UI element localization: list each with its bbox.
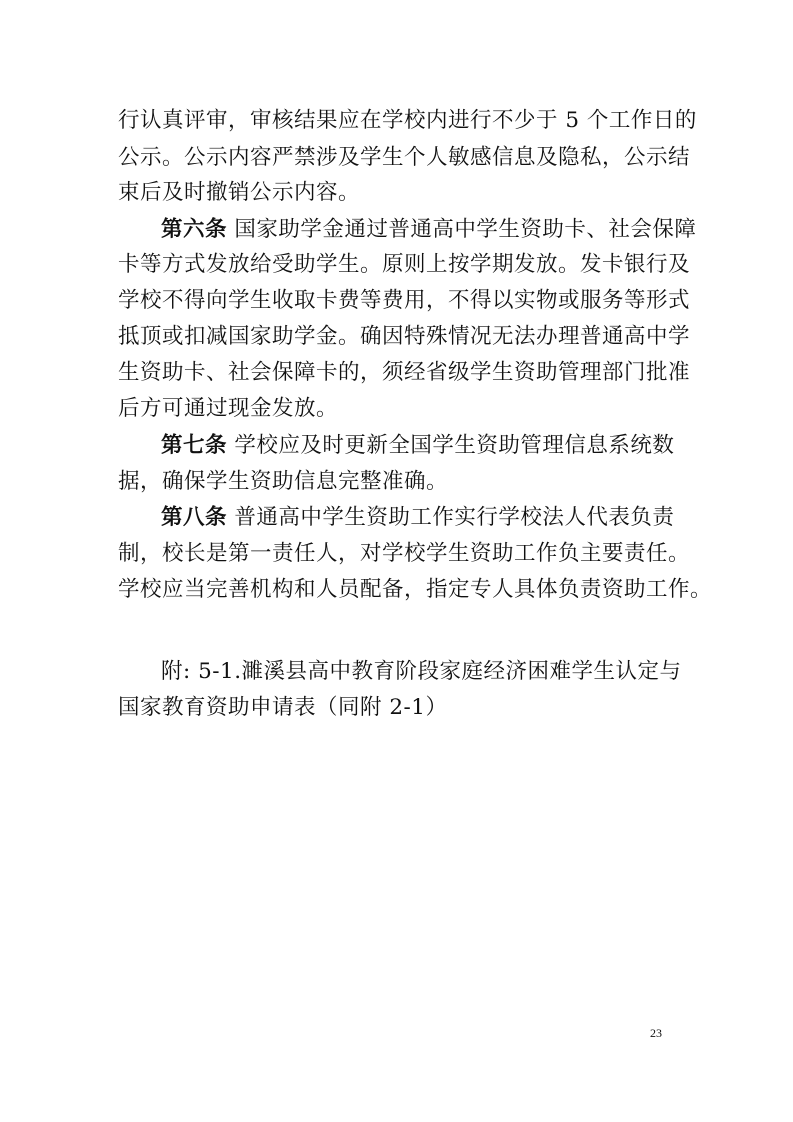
attachment-line: 附: 5-1.濉溪县高中教育阶段家庭经济困难学生认定与	[161, 659, 682, 684]
article-6-first-line	[161, 215, 721, 245]
paragraph-line: 学校不得向学生收取卡费等费用，不得以实物或服务等形式	[118, 288, 691, 313]
paragraph-line: 卡等方式发放给受助学生。原则上按学期发放。发卡银行及	[118, 252, 691, 277]
page-number: 23	[650, 1026, 662, 1040]
paragraph-line: 制，校长是第一责任人，对学校学生资助工作负主要责任。	[118, 541, 691, 566]
article-8-text: 普通高中学生资助工作实行学校法人代表负责	[234, 505, 675, 530]
paragraph-line: 后方可通过现金发放。	[118, 396, 339, 421]
paragraph-line: 学校应当完善机构和人员配备，指定专人具体负责资助工作。	[118, 577, 713, 602]
paragraph-line: 据，确保学生资助信息完整准确。	[118, 469, 449, 494]
article-7-text: 学校应及时更新全国学生资助管理信息系统数	[234, 433, 675, 458]
attachment-line: 国家教育资助申请表（同附 2-1）	[118, 695, 448, 720]
article-8-first-line	[161, 503, 721, 533]
paragraph-line: 束后及时撤销公示内容。	[118, 180, 361, 205]
article-6-heading: 第六条	[161, 217, 228, 242]
article-7-first-line	[161, 431, 721, 461]
article-8-heading: 第八条	[161, 505, 228, 530]
paragraph-line: 抵顶或扣减国家助学金。确因特殊情况无法办理普通高中学	[118, 324, 691, 349]
article-6-text: 国家助学金通过普通高中学生资助卡、社会保障	[234, 217, 697, 242]
paragraph-line: 公示。公示内容严禁涉及学生个人敏感信息及隐私，公示结	[118, 145, 691, 170]
article-7-heading: 第七条	[161, 433, 228, 458]
paragraph-line: 生资助卡、社会保障卡的，须经省级学生资助管理部门批准	[118, 360, 691, 385]
paragraph-line: 行认真评审，审核结果应在学校内进行不少于 5 个工作日的	[118, 108, 697, 133]
